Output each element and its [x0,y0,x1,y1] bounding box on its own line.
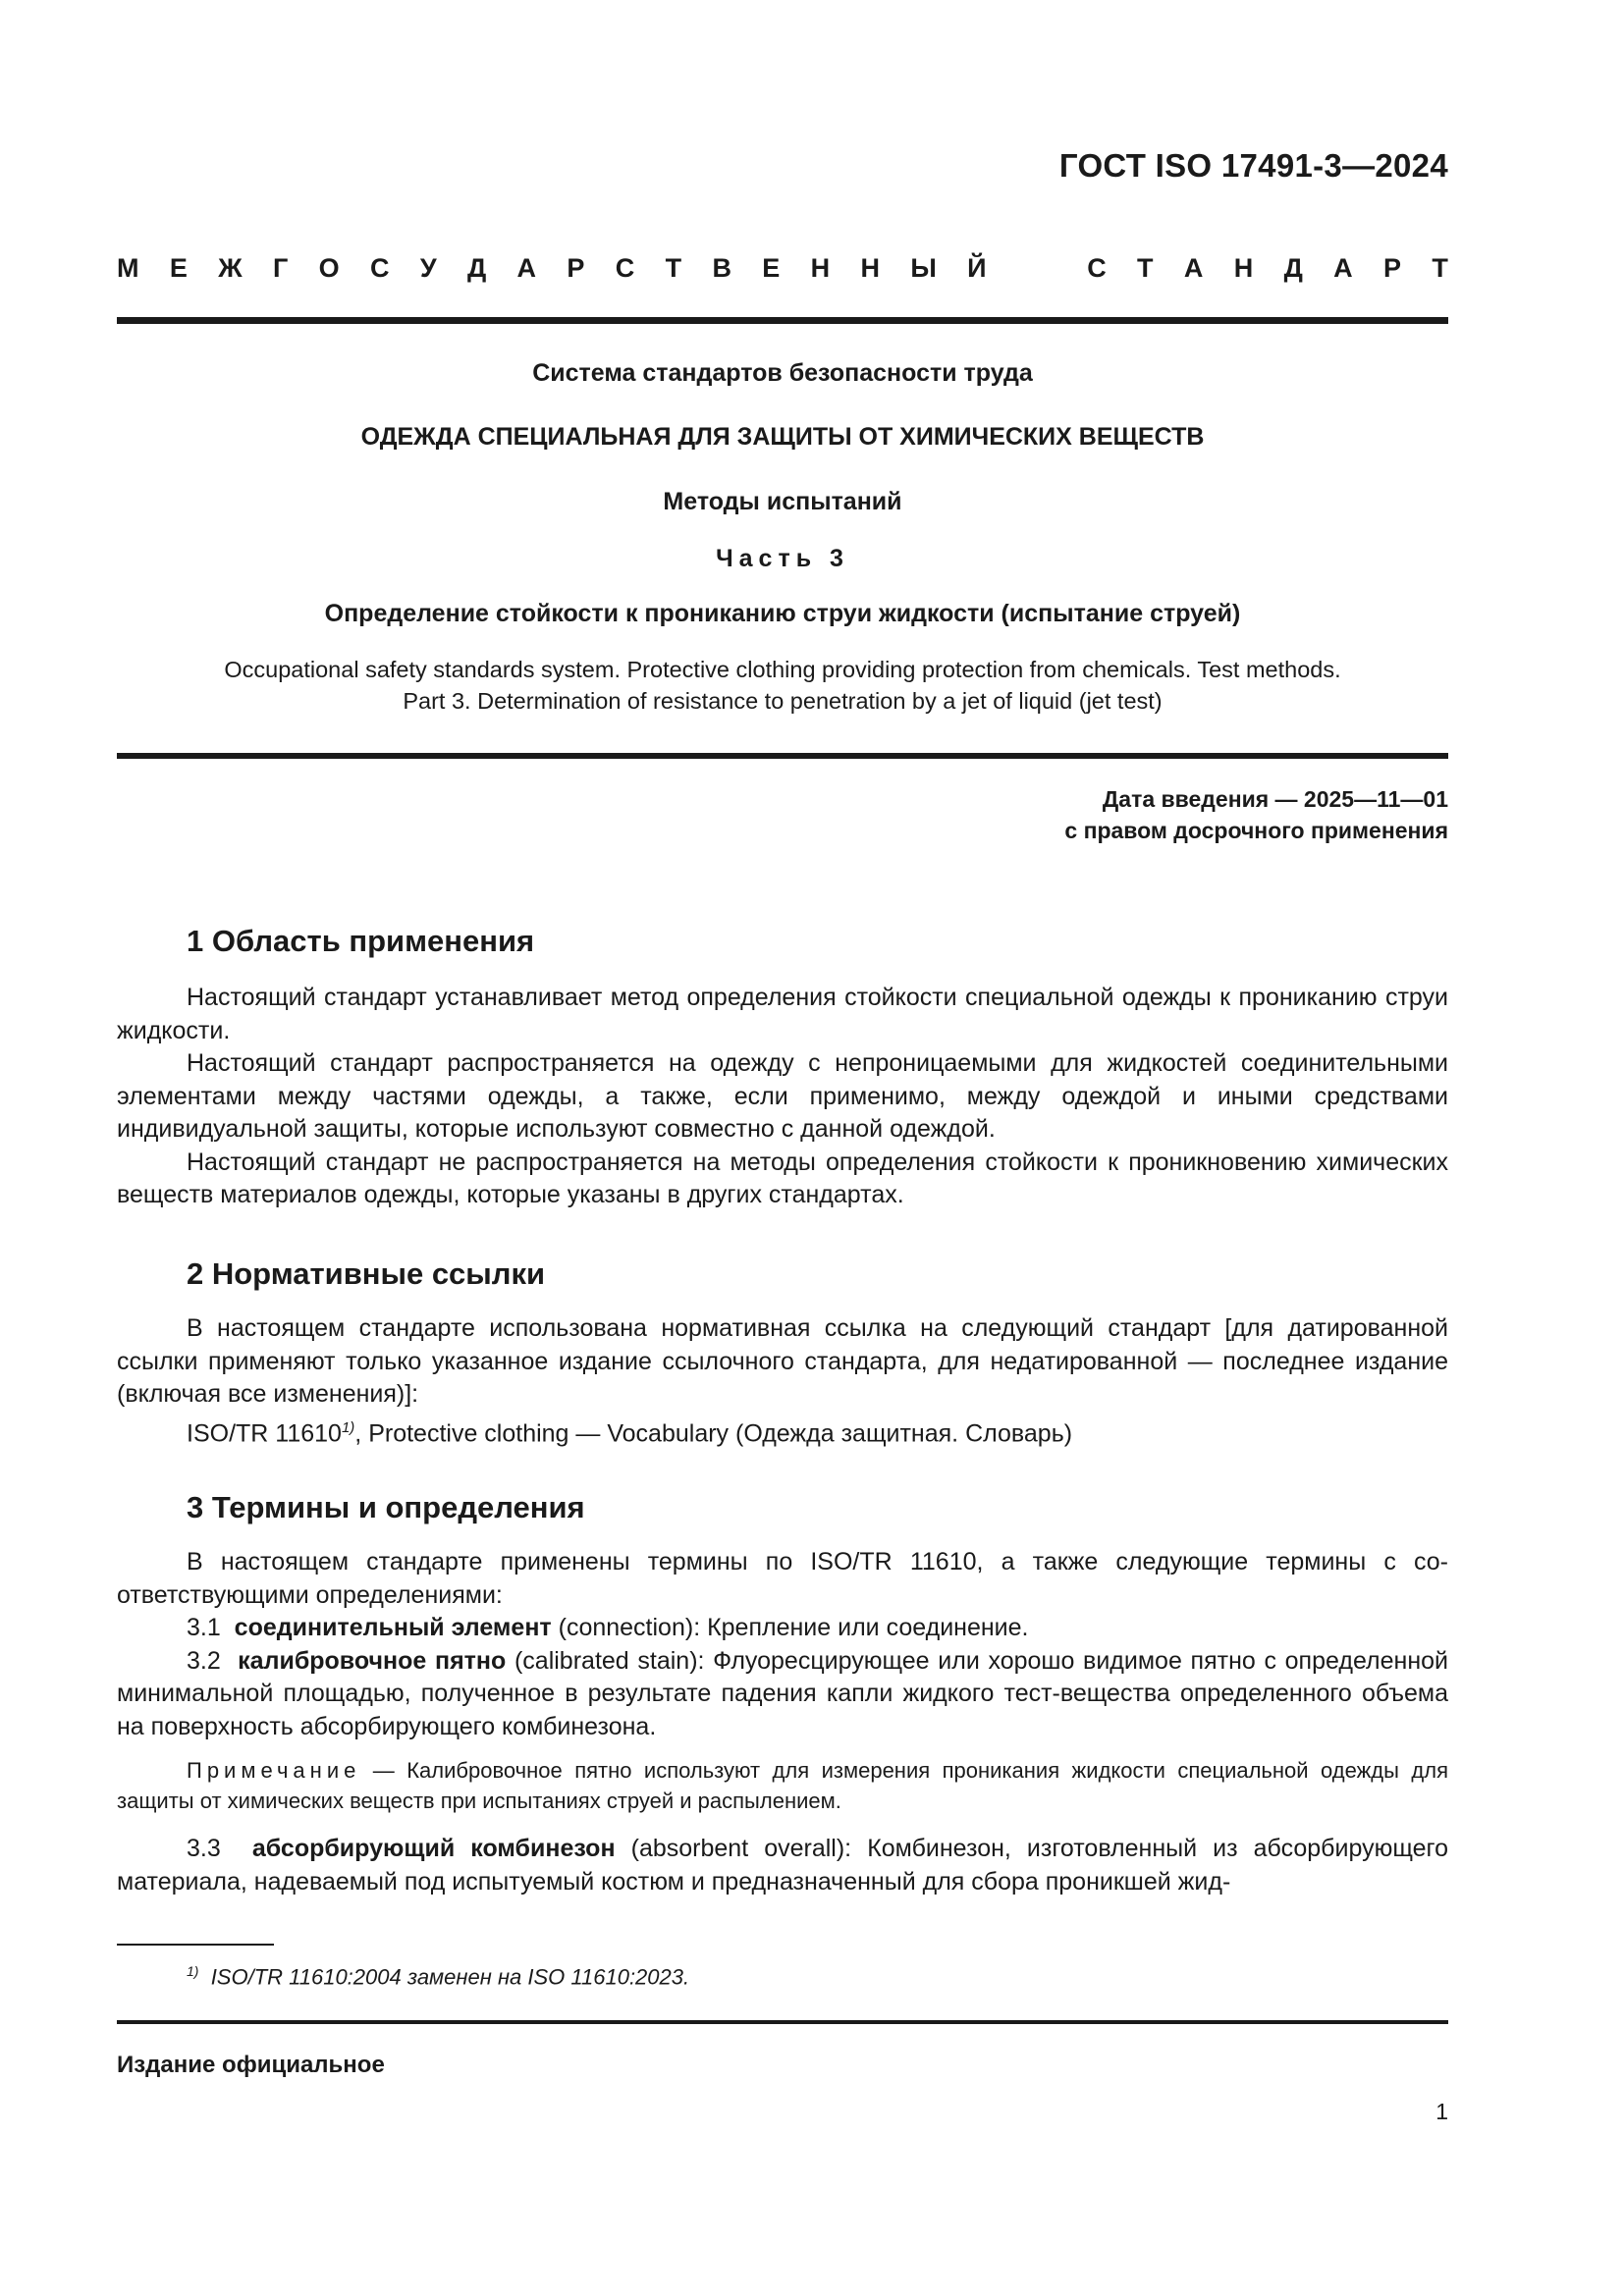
section-body-normative-references [117,1312,1448,1450]
letter: Е [169,253,188,283]
letter: Ы [910,253,937,283]
word-gap [1017,253,1056,284]
term-number: 3.1 [187,1614,221,1641]
letter: Т [665,253,682,283]
paragraph: Настоящий стандарт распространяется на одежду с непроницаемыми для жидкостей соединительными элементами между частями одежды, а также, если применимо, между одеждой и иными средствами индивидуальной защиты, которые используют совместно с данной одеждой. [117,1049,1448,1143]
part-title: Часть 3 [716,545,849,572]
letter: Д [466,253,487,283]
letter: Ж [218,253,243,283]
term-name: калибровочное пятно [238,1646,507,1675]
methods-title: Методы испытаний [663,488,902,515]
letter: Т [1137,253,1154,283]
header-rule [117,317,1448,324]
standard-number: ГОСТ ISO 17491-3—2024 [1058,147,1448,184]
term-definition: (absorbent overall): Комбинезон, изготовленный из абсорбирующего материала, надеваемый под испытуемый костюм и предназначенный для сбора проникшей жид- [117,1835,1448,1896]
section-body-terms [117,1546,1448,1743]
title-rule [117,753,1448,759]
term-entry [117,1833,1448,1898]
letter: Г [272,253,289,283]
term-entry [117,1645,1448,1744]
letter: С [369,253,390,283]
paragraph: В настоящем стандарте использована нормативная ссылка на следующий стандарт [для датированной ссылки применяют только указанное издание ссылочного стандарта, для недатированной — последнее издание (включая все изменения)]: [117,1314,1448,1408]
letter: С [1087,253,1107,283]
letter: Р [1383,253,1402,283]
section-heading-scope: 1 Область применения [187,924,535,958]
section-heading-normative-references: 2 Нормативные ссылки [187,1256,546,1291]
date-line: Дата введения — 2025—11—01 [1102,786,1448,812]
reference-title: , Protective clothing — Vocabulary (Одежда защитная. Словарь) [354,1418,1073,1447]
note-label: Примечание [187,1758,361,1783]
letter: А [516,253,537,283]
letter: А [1333,253,1353,283]
interstate-standard-heading [117,253,1448,284]
letter: Й [967,253,987,283]
letter: А [1183,253,1204,283]
term-entry [117,1612,1448,1645]
note [117,1755,1448,1816]
term-number: 3.3 [187,1835,221,1862]
note-block [117,1755,1448,1816]
reference-entry [117,1412,1448,1451]
footnote-marker: 1) [187,1963,199,1979]
letter: С [615,253,635,283]
section-heading-terms: 3 Термины и определения [187,1490,585,1524]
section-body-terms-continued [117,1833,1448,1898]
early-application-line: с правом досрочного применения [1064,818,1448,843]
page-number: 1 [1435,2099,1448,2124]
footer-rule [117,2020,1448,2024]
footnote-marker: 1) [341,1418,355,1436]
letter: Р [567,253,585,283]
letter: М [117,253,139,283]
letter: Т [1432,253,1448,283]
letter: В [712,253,731,283]
paragraph: Настоящий стандарт не распространяется на методы определения стойкости к проникновению химических веществ материалов одежды, которые указаны в других стандартах. [117,1148,1448,1208]
system-title: Система стандартов безопасности труда [532,359,1033,387]
letter: Н [1233,253,1254,283]
english-title-line: Part 3. Determination of resistance to penetration by a jet of liquid (jet test) [403,688,1163,714]
official-edition-label: Издание официальное [117,2052,385,2078]
letter: Е [762,253,781,283]
section-body-scope [117,982,1448,1212]
paragraph: В настоящем стандарте применены термины по ISO/TR 11610, а также следующие термины с соответствующими определениями: [117,1548,1448,1609]
footnote-text: ISO/TR 11610:2004 заменен на ISO 11610:2023. [210,1964,690,1990]
paragraph: Настоящий стандарт устанавливает метод определения стойкости специальной одежды к прониканию струи жидкости. [117,984,1448,1044]
letter: Д [1283,253,1303,283]
english-title [117,654,1448,717]
term-name: соединительный элемент [234,1614,552,1641]
letter: О [318,253,340,283]
document-title: ОДЕЖДА СПЕЦИАЛЬНАЯ ДЛЯ ЗАЩИТЫ ОТ ХИМИЧЕСКИХ ВЕЩЕСТВ [360,423,1205,451]
introduction-date [1064,783,1448,846]
reference-code: ISO/TR 11610 [187,1418,342,1447]
term-definition: (calibrated stain): Флуоресцирующее или хорошо видимое пятно с определенной минимальной площадью, полученное в результате падения капли жидкого тест-вещества определенного объема на поверхность абсорбирующего комбинезона. [117,1646,1448,1740]
footnote [187,1963,689,1990]
english-title-line: Occupational safety standards system. Protective clothing providing protection from chemicals. Test methods. [224,657,1341,682]
part-subtitle: Определение стойкости к прониканию струи жидкости (испытание струей) [324,600,1241,627]
footnote-separator [117,1944,274,1946]
term-number: 3.2 [187,1646,221,1675]
note-text: — Калибровочное пятно используют для измерения проникания жидкости специальной одежды для защиты от химических веществ при испытаниях струей и распылением. [117,1758,1448,1813]
term-definition: (connection): Крепление или соединение. [551,1614,1029,1641]
letter: Н [810,253,831,283]
letter: У [419,253,437,283]
letter: Н [860,253,880,283]
term-name: абсорбирующий комбинезон [251,1835,616,1862]
